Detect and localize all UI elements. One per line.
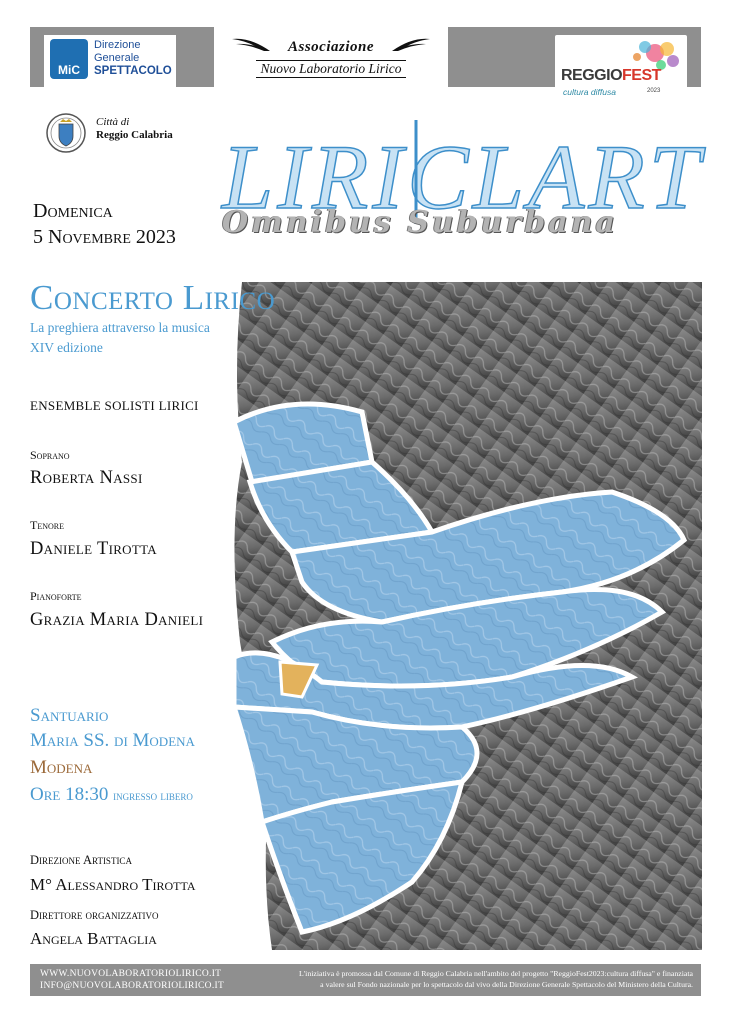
venue-entry: ingresso libero bbox=[113, 788, 193, 803]
direction-name: Angela Battaglia bbox=[30, 929, 157, 948]
reggiofest-subtitle: cultura diffusa bbox=[563, 87, 616, 97]
mic-logo bbox=[44, 35, 176, 87]
footer-note-line-2: a valere sul Fondo nazionale per lo spettacolo dal vivo della Direzione Generale Spettacolo del Ministero della Cultura. bbox=[320, 980, 693, 989]
venue-line-2: Maria SS. di Modena bbox=[30, 730, 195, 751]
festival-title: LIRICLART bbox=[222, 126, 702, 225]
footer-note-line-1: L'iniziativa è promossa dal Comune di Reggio Calabria nell'ambito del progetto "ReggioFest2023:cultura diffusa" e finanziata bbox=[298, 969, 693, 978]
direction-role: Direttore organizzativo bbox=[30, 908, 159, 922]
footer-bar bbox=[30, 964, 701, 996]
reggiofest-year: 2023 bbox=[647, 88, 661, 94]
ensemble-name: ENSEMBLE SOLISTI LIRICI bbox=[30, 398, 199, 413]
territory-map bbox=[232, 282, 702, 950]
left-wing-icon bbox=[230, 35, 272, 53]
performer-role: Pianoforte bbox=[30, 589, 82, 603]
city-line-2: Reggio Calabria bbox=[96, 129, 173, 141]
reggiofest-logo bbox=[555, 35, 687, 121]
association-line-2: Nuovo Laboratorio Lirico bbox=[256, 60, 405, 78]
venue-time-row bbox=[30, 784, 193, 806]
mic-text bbox=[94, 39, 172, 78]
website-link[interactable]: WWW.NUOVOLABORATORIOLIRICO.IT bbox=[40, 969, 222, 979]
association-line-1: Associazione bbox=[287, 39, 374, 55]
email-link[interactable]: INFO@NUOVOLABORATORIOLIRICO.IT bbox=[40, 981, 225, 991]
reggiofest-title bbox=[561, 67, 661, 85]
right-wing-icon bbox=[390, 35, 432, 53]
footer-note bbox=[258, 968, 693, 990]
performer-role: Soprano bbox=[30, 448, 70, 462]
concert-subtitle: La preghiera attraverso la musica bbox=[30, 320, 210, 335]
performer-name: Daniele Tirotta bbox=[30, 539, 157, 559]
concert-edition: XIV edizione bbox=[30, 340, 103, 355]
reggiofest-title-a: REGGIO bbox=[561, 67, 623, 84]
mic-mark-icon: MiC bbox=[50, 39, 88, 79]
venue-place: Modena bbox=[30, 757, 93, 778]
venue-time: Ore 18:30 bbox=[30, 784, 109, 805]
direction-name: M° Alessandro Tirotta bbox=[30, 875, 196, 894]
performer-name: Roberta Nassi bbox=[30, 468, 143, 488]
mic-line-3: SPETTACOLO bbox=[94, 65, 172, 77]
date-full: 5 Novembre 2023 bbox=[33, 226, 176, 248]
mic-line-1: Direzione bbox=[94, 39, 141, 51]
city-line-1: Città di bbox=[96, 116, 130, 128]
festival-subtitle: Omnibus Suburbana bbox=[222, 205, 618, 240]
concert-title: Concerto Lirico bbox=[30, 278, 276, 317]
mic-line-2: Generale bbox=[94, 52, 140, 64]
date-day: Domenica bbox=[33, 200, 113, 222]
performer-role: Tenore bbox=[30, 518, 64, 532]
association-logo bbox=[214, 27, 448, 87]
venue-line-1: Santuario bbox=[30, 705, 109, 726]
city-text bbox=[96, 116, 173, 142]
reggiofest-title-b: FEST bbox=[622, 67, 661, 84]
footer-contacts bbox=[40, 968, 224, 992]
performer-name: Grazia Maria Danieli bbox=[30, 610, 204, 630]
direction-role: Direzione Artistica bbox=[30, 853, 132, 867]
city-seal-icon bbox=[46, 110, 86, 156]
